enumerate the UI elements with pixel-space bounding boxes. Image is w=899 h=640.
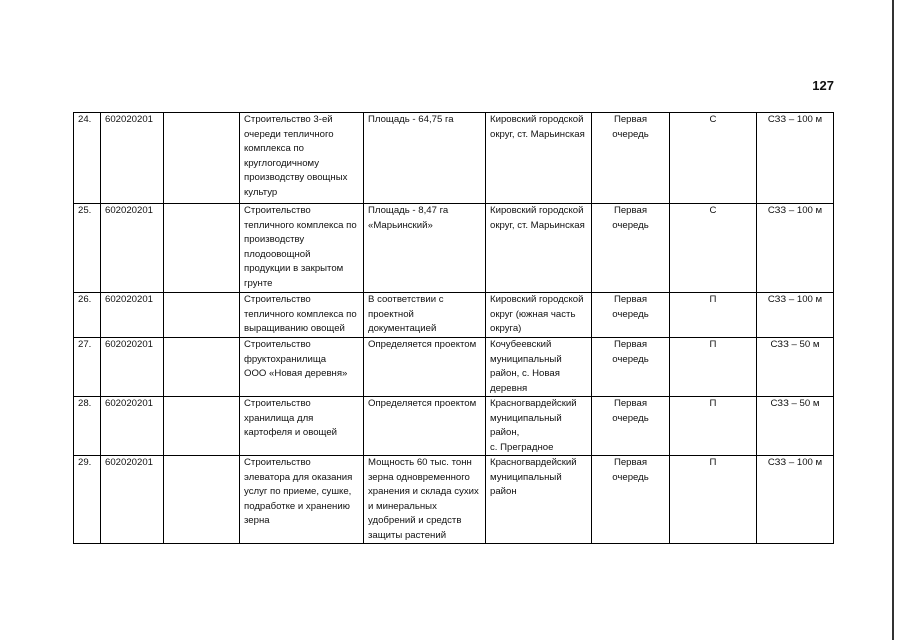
object-status-text: П [709, 339, 717, 350]
object-name [240, 397, 364, 456]
object-code [101, 397, 164, 456]
object-status [670, 204, 757, 293]
object-name-text: Строительство элеватора для оказания услуг по приеме, сушке, подработке и хранению зерна [244, 457, 353, 526]
implementation-stage [592, 204, 670, 293]
object-location [486, 204, 592, 293]
row-number [74, 338, 101, 397]
row-number [74, 113, 101, 204]
object-name-text: Строительство тепличного комплекса по производству плодоовощной продукции в закрытом грунте [244, 205, 357, 289]
object-code-text: 602020201 [105, 457, 154, 468]
object-name-text: Строительство хранилища для картофеля и овощей [244, 398, 338, 438]
object-parameters-text: В соответствии с проектной документацией [368, 294, 444, 334]
object-parameters-text: Определяется проектом [368, 339, 477, 350]
row-number-text: 26. [78, 294, 92, 305]
sanitary-zone-text: СЗЗ – 50 м [770, 339, 820, 350]
empty-column-cell [164, 338, 240, 397]
implementation-stage-text: Первая очередь [612, 294, 649, 320]
implementation-stage [592, 293, 670, 338]
object-parameters-text: Мощность 60 тыс. тонн зерна одновременного хранения и склада сухих и минеральных удобрений и средств защиты растений [368, 457, 479, 541]
object-parameters [364, 397, 486, 456]
object-status [670, 338, 757, 397]
object-name [240, 113, 364, 204]
object-status-text: П [709, 457, 717, 468]
table-row [74, 204, 834, 293]
object-location-text: Кировский городской округ, ст. Марьинская [490, 114, 585, 140]
object-parameters [364, 113, 486, 204]
implementation-stage [592, 113, 670, 204]
row-number-text: 25. [78, 205, 92, 216]
sanitary-zone-text: СЗЗ – 100 м [767, 457, 823, 468]
object-location-text: Кировский городской округ (южная часть округа) [490, 294, 584, 334]
sanitary-zone [757, 204, 834, 293]
row-number [74, 293, 101, 338]
empty-column-cell [164, 456, 240, 544]
table-row [74, 113, 834, 204]
object-name-text: Строительство фруктохранилища ООО «Новая деревня» [244, 339, 348, 379]
empty-column-cell [164, 397, 240, 456]
object-code [101, 113, 164, 204]
implementation-stage [592, 456, 670, 544]
row-number [74, 456, 101, 544]
object-name [240, 338, 364, 397]
table-row [74, 456, 834, 544]
sanitary-zone [757, 293, 834, 338]
object-code-text: 602020201 [105, 339, 154, 350]
object-code-text: 602020201 [105, 114, 154, 125]
sanitary-zone [757, 397, 834, 456]
implementation-stage-text: Первая очередь [612, 339, 649, 365]
object-code [101, 204, 164, 293]
table-row [74, 397, 834, 456]
object-status-text: С [709, 114, 717, 125]
row-number-text: 28. [78, 398, 92, 409]
object-status [670, 293, 757, 338]
object-name [240, 204, 364, 293]
sanitary-zone [757, 113, 834, 204]
empty-column-cell [164, 113, 240, 204]
implementation-stage-text: Первая очередь [612, 114, 649, 140]
object-name [240, 293, 364, 338]
object-parameters [364, 204, 486, 293]
object-parameters-text: Площадь - 8,47 га «Марьинский» [368, 205, 449, 231]
row-number-text: 24. [78, 114, 92, 125]
implementation-stage-text: Первая очередь [612, 398, 649, 424]
object-code-text: 602020201 [105, 205, 154, 216]
object-location [486, 113, 592, 204]
objects-table [73, 112, 834, 544]
table-row [74, 293, 834, 338]
object-parameters [364, 293, 486, 338]
row-number-text: 29. [78, 457, 92, 468]
object-status-text: С [709, 205, 717, 216]
object-name-text: Строительство 3-ей очереди тепличного комплекса по круглогодичному производству овощных культур [244, 114, 348, 198]
table-row [74, 338, 834, 397]
sanitary-zone-text: СЗЗ – 50 м [770, 398, 820, 409]
object-location [486, 293, 592, 338]
sanitary-zone-text: СЗЗ – 100 м [767, 114, 823, 125]
sanitary-zone [757, 338, 834, 397]
object-status-text: П [709, 398, 717, 409]
implementation-stage-text: Первая очередь [612, 205, 649, 231]
implementation-stage [592, 338, 670, 397]
object-location [486, 338, 592, 397]
object-name-text: Строительство тепличного комплекса по выращиванию овощей [244, 294, 357, 334]
sanitary-zone-text: СЗЗ – 100 м [767, 294, 823, 305]
row-number [74, 397, 101, 456]
implementation-stage [592, 397, 670, 456]
object-location-text: Кочубеевский муниципальный район, с. Новая деревня [490, 339, 562, 394]
table-body [74, 113, 834, 544]
object-location-text: Красногвардейский муниципальный район, с. Преградное [490, 398, 577, 453]
object-code-text: 602020201 [105, 294, 154, 305]
object-parameters-text: Определяется проектом [368, 398, 477, 409]
sanitary-zone [757, 456, 834, 544]
object-status [670, 113, 757, 204]
object-location [486, 456, 592, 544]
sanitary-zone-text: СЗЗ – 100 м [767, 205, 823, 216]
object-name [240, 456, 364, 544]
object-parameters [364, 456, 486, 544]
object-location-text: Кировский городской округ, ст. Марьинская [490, 205, 585, 231]
object-status [670, 397, 757, 456]
object-status-text: П [709, 294, 717, 305]
page-number: 127 [812, 78, 834, 93]
page-edge-line [892, 0, 894, 640]
row-number-text: 27. [78, 339, 92, 350]
object-parameters-text: Площадь - 64,75 га [368, 114, 454, 125]
object-code [101, 293, 164, 338]
object-location-text: Красногвардейский муниципальный район [490, 457, 577, 497]
object-parameters [364, 338, 486, 397]
object-location [486, 397, 592, 456]
object-status [670, 456, 757, 544]
empty-column-cell [164, 293, 240, 338]
implementation-stage-text: Первая очередь [612, 457, 649, 483]
object-code [101, 338, 164, 397]
row-number [74, 204, 101, 293]
object-code [101, 456, 164, 544]
empty-column-cell [164, 204, 240, 293]
object-code-text: 602020201 [105, 398, 154, 409]
